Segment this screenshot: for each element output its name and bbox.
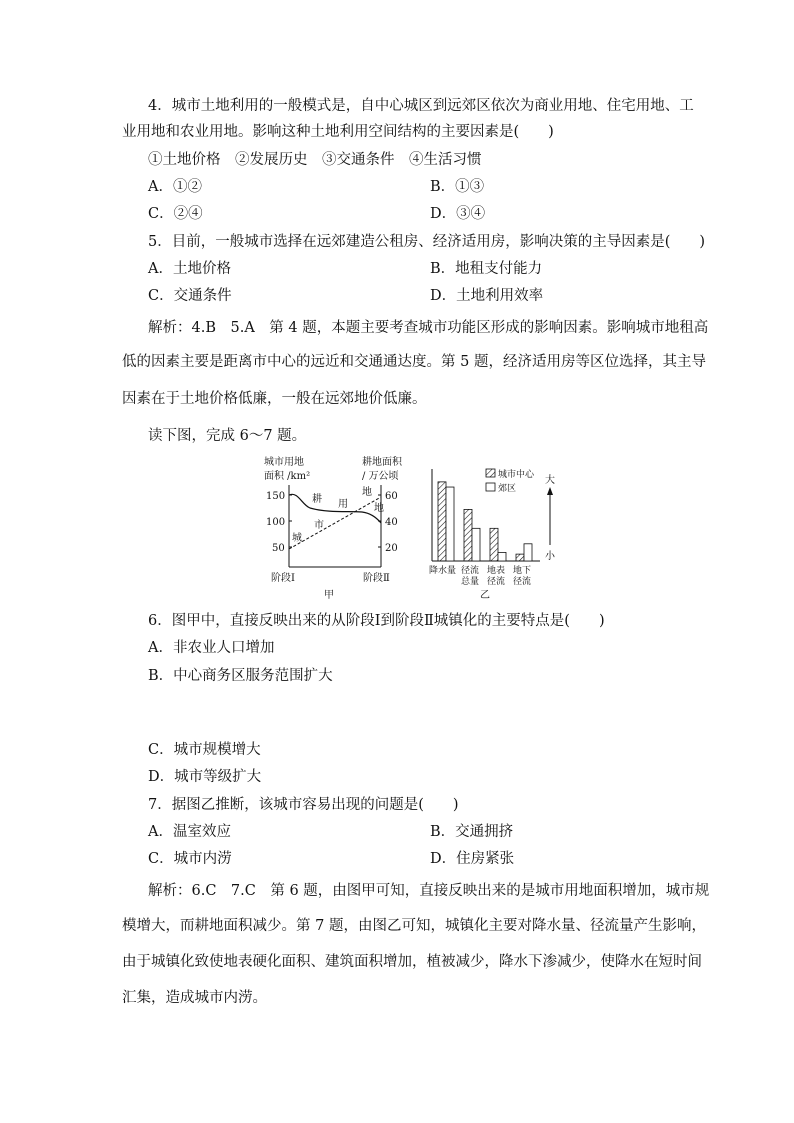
yi-legend-center: 城市中心	[498, 470, 535, 480]
yi-cat-3-line2: 径流	[487, 577, 506, 587]
q6-option-d: D．城市等级扩大	[148, 769, 262, 785]
q4-option-c: C．②④	[148, 206, 203, 222]
yi-caption: 乙	[480, 590, 490, 601]
q4-option-d: D．③④	[430, 206, 486, 222]
jia-urban-land-line	[289, 497, 381, 549]
q5-option-d: D．土地利用效率	[430, 288, 544, 304]
explanation-4-5-line2: 低的因素主要是距离市中心的远近和交通通达度。第 5 题，经济适用房等区位选择，其主导	[122, 354, 706, 370]
explanation-6-7-line2: 模增大，而耕地面积减少。第 7 题，由图乙可知，城镇化主要对降水量、径流量产生影响，	[122, 918, 706, 934]
yi-cat-1-line1: 降水量	[429, 566, 457, 576]
figure-yi	[428, 465, 566, 605]
q4-factors: ①土地价格 ②发展历史 ③交通条件 ④生活习惯	[148, 152, 482, 168]
jia-left-axis-title-2: 面积 /km²	[264, 471, 311, 482]
jia-x-label-stage-2: 阶段Ⅱ	[363, 573, 390, 584]
jia-label-geng: 耕	[312, 494, 322, 505]
yi-cat-4-line2: 径流	[513, 577, 532, 587]
q6-option-c: C．城市规模增大	[148, 742, 261, 758]
yi-bar-suburb-1	[446, 487, 454, 561]
jia-label-shi: 市	[314, 520, 324, 531]
yi-axis-bottom: 小	[545, 551, 555, 562]
jia-label-di-2: 地	[374, 503, 384, 514]
q5-option-a: A．土地价格	[148, 261, 231, 277]
yi-cat-2-line1: 径流	[461, 566, 480, 576]
q5-option-c: C．交通条件	[148, 288, 232, 304]
jia-caption: 甲	[324, 590, 334, 601]
yi-cat-2-line2: 总量	[461, 577, 480, 587]
figure-intro: 读下图，完成 6～7 题。	[148, 428, 307, 444]
jia-label-cheng: 城	[292, 533, 302, 544]
figure-jia	[258, 455, 418, 605]
q6-option-b: B．中心商务区服务范围扩大	[148, 668, 333, 684]
explanation-6-7-line1: 解析：6.C 7.C 第 6 题，由图甲可知，直接反映出来的是城市用地面积增加，城市规	[148, 883, 710, 899]
q7-option-d: D．住房紧张	[430, 851, 515, 867]
jia-right-axis-title-2: / 万公顷	[362, 471, 399, 482]
jia-label-di-1: 地	[362, 487, 372, 498]
q7-stem: 7．据图乙推断，该城市容易出现的问题是( )	[148, 797, 459, 813]
jia-right-tick-20: 20	[385, 543, 398, 554]
explanation-6-7-line4: 汇集，造成城市内涝。	[122, 990, 267, 1006]
yi-bar-center-4	[516, 554, 524, 561]
q4-option-a: A．①②	[148, 179, 202, 195]
q7-option-c: C．城市内涝	[148, 851, 232, 867]
yi-legend-swatch-suburb	[486, 483, 495, 491]
explanation-4-5-line1: 解析：4.B 5.A 第 4 题，本题主要考查城市功能区形成的影响因素。影响城市地租高	[148, 320, 709, 336]
jia-right-tick-60: 60	[385, 491, 398, 502]
yi-legend-swatch-center	[486, 469, 495, 477]
q7-option-a: A．温室效应	[148, 824, 231, 840]
yi-bar-center-1	[438, 482, 446, 561]
jia-left-tick-100: 100	[266, 517, 286, 528]
q5-stem: 5．目前，一般城市选择在远郊建造公租房、经济适用房，影响决策的主导因素是( )	[148, 234, 706, 250]
yi-bar-suburb-4	[524, 544, 532, 561]
jia-x-label-stage-1: 阶段Ⅰ	[271, 573, 295, 584]
jia-right-axis-title-1: 耕地面积	[362, 457, 402, 468]
yi-axis-top: 大	[545, 475, 555, 486]
q5-option-b: B．地租支付能力	[430, 261, 543, 277]
q7-option-b: B．交通拥挤	[430, 824, 514, 840]
yi-legend-suburb: 郊区	[498, 484, 517, 494]
jia-label-yong: 用	[338, 499, 348, 510]
yi-cat-3-line1: 地表	[487, 566, 506, 576]
jia-farmland-curve	[289, 494, 381, 523]
yi-bar-suburb-2	[472, 528, 480, 561]
q6-option-a: A．非农业人口增加	[148, 640, 275, 656]
q4-stem-line2: 业用地和农业用地。影响这种土地利用空间结构的主要因素是( )	[122, 124, 554, 140]
jia-left-tick-50: 50	[272, 543, 285, 554]
yi-cat-4-line1: 地下	[513, 566, 532, 576]
yi-bar-suburb-3	[498, 552, 506, 561]
explanation-4-5-line3: 因素在于土地价格低廉，一般在远郊地价低廉。	[122, 391, 427, 407]
yi-bar-center-2	[464, 509, 472, 561]
q4-stem-line1: 4．城市土地利用的一般模式是，自中心城区到远郊区依次为商业用地、住宅用地、工	[148, 98, 694, 114]
jia-left-axis-title-1: 城市用地	[264, 457, 304, 468]
q6-stem: 6．图甲中，直接反映出来的从阶段Ⅰ到阶段Ⅱ城镇化的主要特点是( )	[148, 613, 605, 629]
jia-left-tick-150: 150	[266, 491, 286, 502]
jia-right-tick-40: 40	[385, 517, 398, 528]
q4-option-b: B．①③	[430, 179, 485, 195]
yi-bar-center-3	[490, 528, 498, 561]
explanation-6-7-line3: 由于城镇化致使地表硬化面积、建筑面积增加，植被减少，降水下渗减少，使降水在短时间	[122, 954, 702, 970]
